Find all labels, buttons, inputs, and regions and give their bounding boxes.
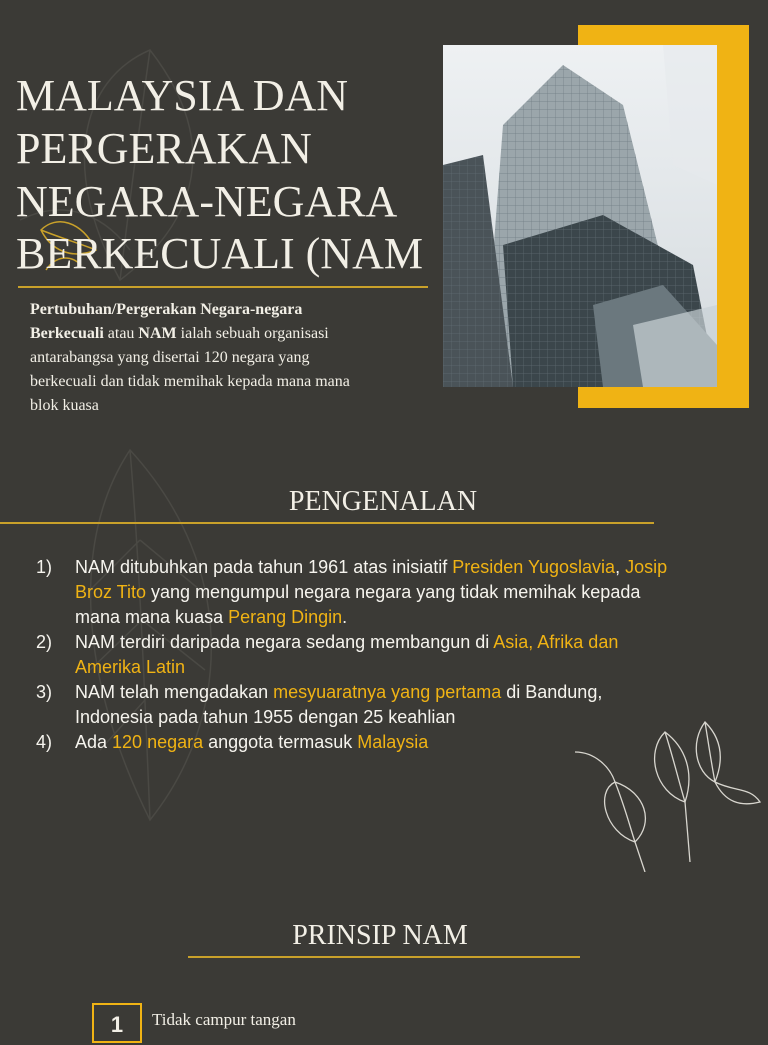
intro-text: atau [103, 325, 139, 342]
text-run: di Bandung, Indonesia pada tahun 1955 dengan 25 keahlian [75, 682, 603, 727]
intro-text: ialah sebuah organisasi antarabangsa yang disertai 120 negara yang berkecuali dan tidak memihak kepada mana mana blok kuasa [30, 325, 350, 414]
highlight-text: 120 negara [112, 732, 204, 752]
list-text [75, 555, 676, 630]
intro-paragraph [30, 298, 380, 418]
intro-bold-term: Pertubuhan/Pergerakan Negara-negara Berkecuali [30, 301, 303, 342]
highlight-text: Presiden Yugoslavia [452, 557, 616, 577]
section-heading-prinsip: PRINSIP NAM [292, 920, 468, 951]
list-number: 1) [36, 557, 53, 577]
list-item [36, 630, 676, 680]
prinsip-number-box: 1 [92, 1003, 142, 1043]
section-rule [188, 956, 580, 958]
text-run: NAM ditubuhkan pada tahun 1961 atas inisiatif [75, 557, 453, 577]
prinsip-item-text: Tidak campur tangan [152, 1010, 296, 1029]
list-number: 3) [36, 682, 53, 702]
highlight-text: mesyuaratnya yang pertama [273, 682, 502, 702]
section-rule [0, 522, 654, 524]
text-run: anggota termasuk [203, 732, 358, 752]
list-item [36, 555, 676, 630]
title-underline [18, 286, 428, 288]
intro-bold-nam: NAM [138, 325, 177, 342]
list-number: 4) [36, 732, 53, 752]
text-run: NAM telah mengadakan [75, 682, 274, 702]
building-photo [443, 45, 717, 387]
highlight-text: Malaysia [357, 732, 429, 752]
page-title: MALAYSIA DAN PERGERAKAN NEGARA-NEGARA BERKECUALI (NAM [16, 71, 423, 279]
text-run: yang mengumpul negara negara yang tidak memihak kepada mana mana kuasa [75, 582, 641, 627]
highlight-text: Josip Broz Tito [75, 557, 668, 602]
highlight-text: Asia, Afrika dan Amerika Latin [75, 632, 619, 677]
text-run: Ada [75, 732, 113, 752]
text-run: , [615, 557, 626, 577]
plant-sketch-icon [575, 712, 765, 872]
list-text [75, 630, 676, 680]
section-heading-pengenalan: PENGENALAN [288, 486, 478, 517]
list-text [75, 730, 428, 755]
list-number: 2) [36, 632, 53, 652]
text-run: NAM terdiri daripada negara sedang membangun di [75, 632, 494, 652]
text-run: . [342, 607, 348, 627]
highlight-text: Perang Dingin [228, 607, 343, 627]
